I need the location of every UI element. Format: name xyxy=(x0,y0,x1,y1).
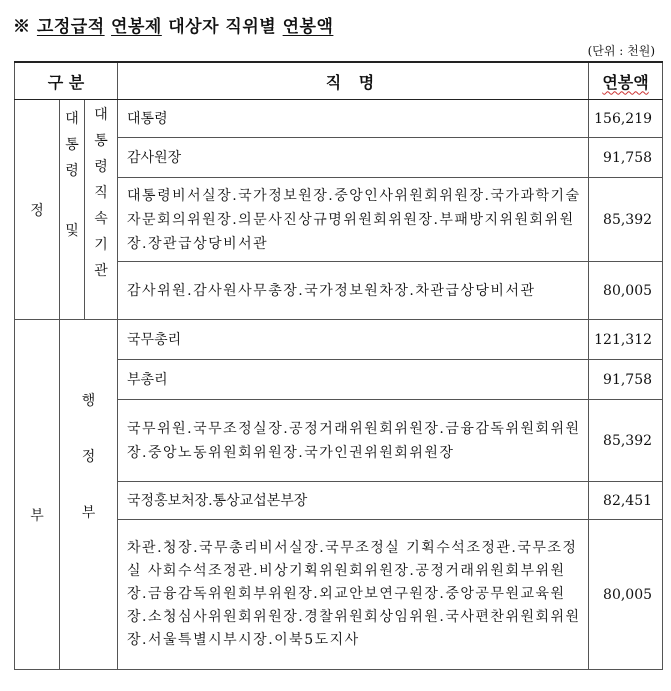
amount-cell: 82,451 xyxy=(589,482,663,520)
title-part-1: 고정급적 xyxy=(36,17,105,37)
title-part-2: 연봉제 xyxy=(111,17,162,37)
subgroup-label-2: 행 정 부 xyxy=(60,320,118,670)
position-cell: 부총리 xyxy=(118,360,589,400)
title-part-3: 대상자 직위별 xyxy=(168,17,277,37)
title-part-4: 연봉액 xyxy=(282,17,334,37)
document-title xyxy=(13,12,333,37)
position-cell: 국정홍보처장.통상교섭본부장 xyxy=(118,482,589,520)
salary-table xyxy=(14,61,663,670)
position-cell: 대통령 xyxy=(118,100,589,138)
position-cell: 감사원장 xyxy=(118,138,589,178)
header-category: 구 분 xyxy=(15,62,118,100)
amount-cell: 121,312 xyxy=(589,320,663,360)
subgroup-label-1a: 대 통 령 및 xyxy=(60,100,85,320)
unit-note: (단위 : 천원) xyxy=(587,44,655,58)
subgroup-label-1b: 대 통 령 직 속 기 관 xyxy=(85,100,118,320)
position-cell: 국무총리 xyxy=(118,320,589,360)
note-symbol: ※ xyxy=(13,17,31,37)
table-row xyxy=(15,320,663,360)
amount-cell: 85,392 xyxy=(589,400,663,482)
amount-cell: 156,219 xyxy=(589,100,663,138)
header-amount: 연봉액 xyxy=(589,62,663,100)
amount-cell: 80,005 xyxy=(589,262,663,320)
amount-cell: 80,005 xyxy=(589,520,663,670)
table-row xyxy=(15,100,663,138)
position-cell: 차관.청장.국무총리비서실장.국무조정실 기획수석조정관.국무조정실 사회수석조정관.비상기획위원회위원장.공정거래위원회부위원장.금융감독위원회부위원장.외교안보연구원장.중앙공무원교육원장.소청심사위원회위원장.경찰위원회상임위원.국사편찬위원회위원장.서울특별시부시장.이북5도지사 xyxy=(118,520,589,670)
position-cell: 국무위원.국무조정실장.공정거래위원회위원장.금융감독위원회위원장.중앙노동위원회위원장.국가인권위원회위원장 xyxy=(118,400,589,482)
amount-cell: 91,758 xyxy=(589,138,663,178)
main-group-label-bottom: 부 xyxy=(15,320,60,670)
header-position: 직 명 xyxy=(118,62,589,100)
table-header-row xyxy=(15,62,663,100)
position-cell: 감사위원.감사원사무총장.국가정보원차장.차관급상당비서관 xyxy=(118,262,589,320)
amount-cell: 91,758 xyxy=(589,360,663,400)
position-cell: 대통령비서실장.국가정보원장.중앙인사위원회위원장.국가과학기술자문회의위원장.의문사진상규명위원회위원장.부패방지위원회위원장.장관급상당비서관 xyxy=(118,178,589,262)
amount-cell: 85,392 xyxy=(589,178,663,262)
main-group-label-top: 정 xyxy=(15,100,60,320)
